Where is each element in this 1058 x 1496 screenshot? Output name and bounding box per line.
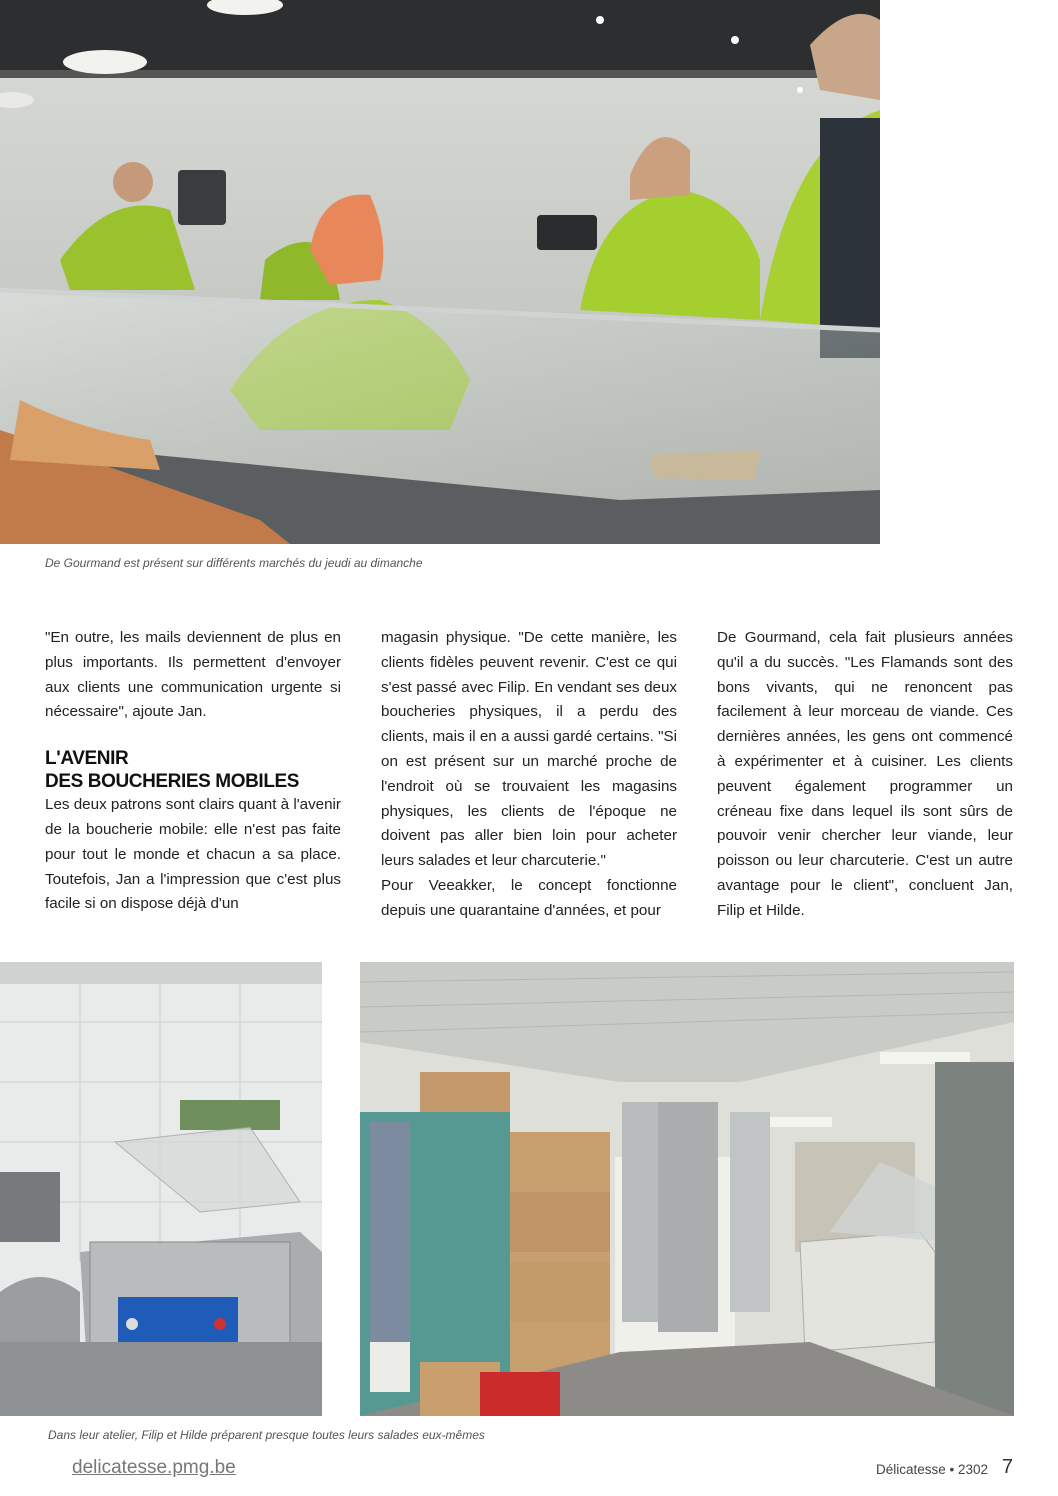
article-paragraph: Les deux patrons sont clairs quant à l'avenir de la boucherie mobile: elle n'est pas faite pour tout le monde et chacun a sa place. Toutefois, Jan a l'impression que c'est plus facile si on dispose déjà d'un — [45, 796, 341, 913]
article-paragraph: "En outre, les mails deviennent de plus en plus importants. Ils permettent d'envoyer aux clients une communication urgente si nécessaire", ajoute Jan. — [45, 629, 341, 721]
article-paragraph: De Gourmand, cela fait plusieurs années qu'il a du succès. "Les Flamands sont des bons vivants, qui ne renoncent pas facilement à leur morceau de viande. Ces dernières années, les gens ont commencé à expérimenter et à cuisiner. Les clients peuvent également programmer un créneau fixe dans lequel ils sont sûrs de pouvoir venir chercher leur viande, leur poisson ou leur charcuterie. C'est un autre avantage pour le client", concluent Jan, Filip et Hilde. — [717, 629, 1013, 919]
website-link[interactable]: delicatesse.pmg.be — [72, 1457, 236, 1478]
section-heading — [45, 747, 341, 793]
article-column-2 — [381, 626, 677, 924]
article-paragraph: magasin physique. "De cette manière, les clients fidèles peuvent revenir. C'est ce qui s'est passé avec Filip. En vendant ses deux boucheries physiques, il a perdu des clients, mais il en a aussi gardé certains. "Si on est présent sur un marché proche de l'endroit où se trouvaient les magasins physiques, les clients de l'époque ne doivent pas aller bien loin pour acheter leurs salades et leur charcuterie." — [381, 629, 677, 870]
article-column-3 — [717, 626, 1013, 924]
page-number: 7 — [1001, 1456, 1013, 1478]
photo-vacuum-machine-icon — [0, 962, 322, 1416]
article-paragraph: Pour Veeakker, le concept fonctionne depuis une quarantaine d'années, et pour — [381, 876, 677, 919]
article-column-1 — [45, 626, 341, 917]
photo-market-counter-icon — [0, 0, 880, 544]
market-counter-photo — [0, 0, 880, 544]
top-photo-caption: De Gourmand est présent sur différents marchés du jeudi au dimanche — [45, 556, 423, 570]
bottom-photo-caption: Dans leur atelier, Filip et Hilde préparent presque toutes leurs salades eux-mêmes — [48, 1428, 485, 1442]
workshop-storage-photo — [360, 962, 1014, 1416]
section-heading-line: DES BOUCHERIES MOBILES — [45, 771, 300, 793]
section-heading-line: L'AVENIR — [45, 748, 129, 770]
magazine-issue: Délicatesse • 2302 — [875, 1462, 988, 1477]
vacuum-machine-photo — [0, 962, 322, 1416]
photo-workshop-storage-icon — [360, 962, 1014, 1416]
